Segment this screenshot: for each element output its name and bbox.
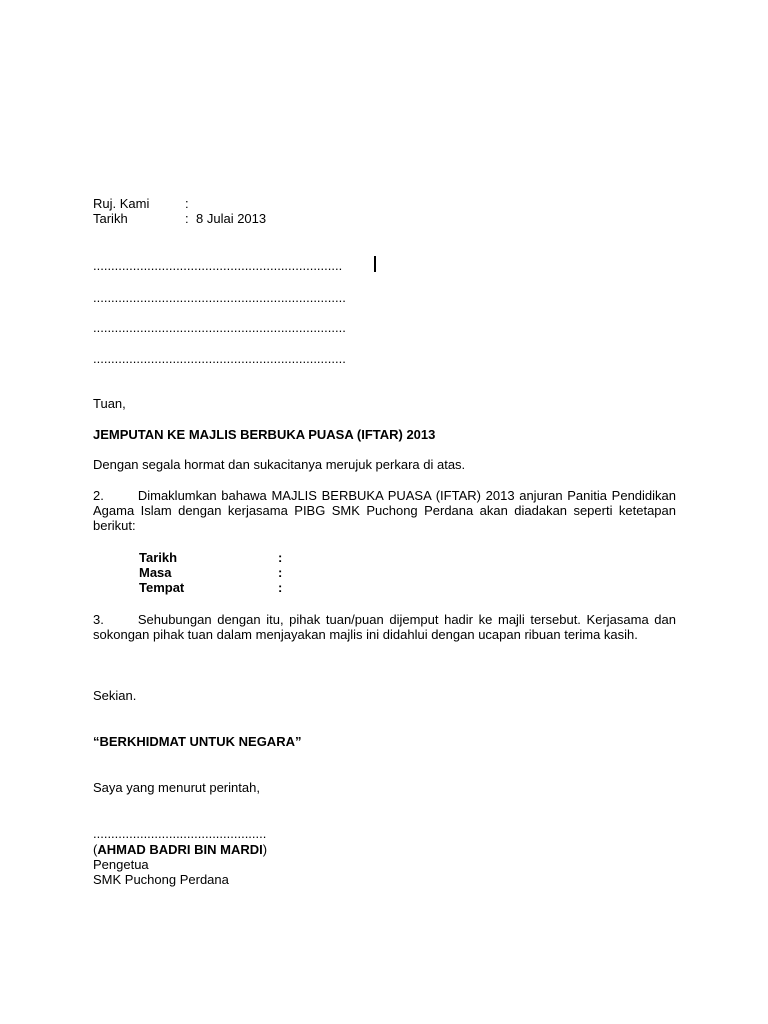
- signatory-position: Pengetua: [93, 857, 149, 872]
- address-line-2: ......................................................................: [93, 290, 346, 305]
- opening-paragraph: Dengan segala hormat dan sukacitanya merujuk perkara di atas.: [93, 457, 466, 472]
- paragraph-2: [93, 488, 676, 533]
- school-name: SMK Puchong Perdana: [93, 872, 229, 887]
- date-label: Tarikh: [93, 211, 128, 226]
- sign-off: Saya yang menurut perintah,: [93, 780, 260, 795]
- closing: Sekian.: [93, 688, 137, 703]
- detail-colon-masa: :: [278, 565, 283, 580]
- detail-label-tempat: Tempat: [139, 580, 185, 595]
- signatory-open-paren: (: [93, 842, 98, 857]
- date-colon: :: [185, 211, 189, 226]
- signatory: [93, 842, 267, 857]
- signatory-close-paren: ): [262, 842, 268, 857]
- address-line-4: ......................................................................: [93, 351, 346, 366]
- subject-heading: JEMPUTAN KE MAJLIS BERBUKA PUASA (IFTAR) 2013: [93, 427, 436, 442]
- detail-label-masa: Masa: [139, 565, 172, 580]
- ref-colon: :: [185, 196, 189, 211]
- paragraph-3-text: Sehubungan dengan itu, pihak tuan/puan dijemput hadir ke majli tersebut. Kerjasama dan sokongan pihak tuan dalam menjayakan majlis ini didahlui dengan ucapan ribuan terima kasih.: [93, 612, 676, 642]
- address-line-3: ......................................................................: [93, 320, 346, 335]
- signature-line: ................................................: [93, 826, 267, 841]
- salutation: Tuan,: [93, 396, 126, 411]
- paragraph-2-number: 2.: [93, 488, 104, 503]
- motto: “BERKHIDMAT UNTUK NEGARA”: [93, 734, 302, 749]
- text-cursor: [374, 256, 376, 272]
- address-line-1: .....................................................................: [93, 258, 343, 273]
- paragraph-3-number: 3.: [93, 612, 104, 627]
- signatory-name: AHMAD BADRI BIN MARDI: [97, 842, 263, 857]
- paragraph-2-text: Dimaklumkan bahawa MAJLIS BERBUKA PUASA (IFTAR) 2013 anjuran Panitia Pendidikan Agama Islam dengan kerjasama PIBG SMK Puchong Perdana akan diadakan seperti ketetapan berikut:: [93, 488, 676, 533]
- detail-colon-tempat: :: [278, 580, 283, 595]
- detail-label-tarikh: Tarikh: [139, 550, 178, 565]
- paragraph-3: [93, 612, 676, 642]
- ref-label: Ruj. Kami: [93, 196, 150, 211]
- date-value: 8 Julai 2013: [196, 211, 267, 226]
- detail-colon-tarikh: :: [278, 550, 283, 565]
